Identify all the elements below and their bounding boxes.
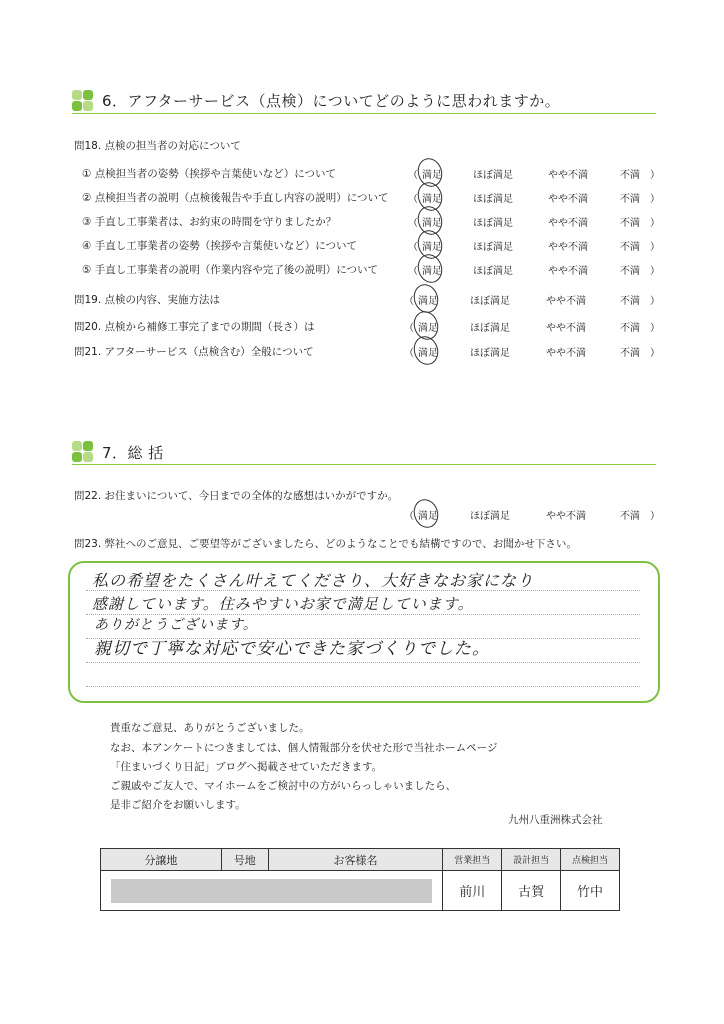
option-fairly-satisfied[interactable]: ほぼ満足 xyxy=(470,323,510,334)
option-slightly-dissatisfied[interactable]: やや不満 xyxy=(548,218,588,229)
q19-title: 問19. 点検の内容、実施方法は xyxy=(74,294,221,306)
company-name: 九州八重洲株式会社 xyxy=(508,814,603,826)
section-7-divider xyxy=(72,464,656,465)
section-6-divider xyxy=(72,113,656,114)
option-slightly-dissatisfied[interactable]: やや不満 xyxy=(546,323,586,334)
header-sales-rep: 営業担当 xyxy=(443,849,502,871)
footer-note-1: なお、本アンケートにつきましては、個人情報部分を伏せた形で当社ホームページ xyxy=(110,742,498,754)
option-dissatisfied[interactable]: 不満 xyxy=(620,242,640,253)
option-fairly-satisfied[interactable]: ほぼ満足 xyxy=(470,348,510,359)
option-fairly-satisfied[interactable]: ほぼ満足 xyxy=(470,296,510,307)
inspection-rep-value: 竹中 xyxy=(561,871,620,911)
option-fairly-satisfied[interactable]: ほぼ満足 xyxy=(470,511,510,522)
option-dissatisfied[interactable]: 不満 xyxy=(620,266,640,277)
q18-item-4: ④ 手直し工事業者の姿勢（挨拶や言葉使いなど）について xyxy=(82,240,358,252)
option-dissatisfied[interactable]: 不満 xyxy=(620,218,640,229)
option-dissatisfied[interactable]: 不満 xyxy=(620,348,640,359)
option-slightly-dissatisfied[interactable]: やや不満 xyxy=(548,170,588,181)
section-6-icon xyxy=(72,90,94,112)
q21-title: 問21. アフターサービス（点検含む）全般について xyxy=(74,346,314,358)
selected-mark xyxy=(410,333,442,368)
option-fairly-satisfied[interactable]: ほぼ満足 xyxy=(473,194,513,205)
option-slightly-dissatisfied[interactable]: やや不満 xyxy=(546,511,586,522)
footer-thanks: 貴重なご意見、ありがとうございました。 xyxy=(110,722,310,734)
footer-note-2: 「住まいづくり日記」ブログへ掲載させていただきます。 xyxy=(110,761,383,773)
option-satisfied[interactable]: 満足 xyxy=(422,194,442,205)
info-table xyxy=(100,848,620,911)
option-satisfied[interactable]: 満足 xyxy=(418,296,438,307)
header-design-rep: 設計担当 xyxy=(502,849,561,871)
q23-title: 問23. 弊社へのご意見、ご要望等がございましたら、どのようなことでも結構ですので、お聞かせ下さい。 xyxy=(74,538,577,550)
option-satisfied[interactable]: 満足 xyxy=(418,323,438,334)
redacted-cell xyxy=(101,871,443,911)
option-slightly-dissatisfied[interactable]: やや不満 xyxy=(546,296,586,307)
option-dissatisfied[interactable]: 不満 xyxy=(620,511,640,522)
option-fairly-satisfied[interactable]: ほぼ満足 xyxy=(473,242,513,253)
section-6-title: 6．アフターサービス（点検）についてどのように思われますか。 xyxy=(102,92,561,110)
q18-item-1: ① 点検担当者の姿勢（挨拶や言葉使いなど）について xyxy=(82,168,337,180)
option-satisfied[interactable]: 満足 xyxy=(418,348,438,359)
handwritten-line-4: 親切で丁寧な対応で安心できた家づくりでした。 xyxy=(94,639,490,659)
option-satisfied[interactable]: 満足 xyxy=(418,511,438,522)
handwritten-line-2: 感謝しています。住みやすいお家で満足しています。 xyxy=(92,595,474,613)
option-dissatisfied[interactable]: 不満 xyxy=(620,194,640,205)
redacted-block xyxy=(111,879,432,903)
option-dissatisfied[interactable]: 不満 xyxy=(620,296,640,307)
section-7-icon xyxy=(72,441,94,463)
q18-item-3: ③ 手直し工事業者は、お約束の時間を守りましたか？ xyxy=(82,216,337,228)
q18-item-5: ⑤ 手直し工事業者の説明（作業内容や完了後の説明）について xyxy=(82,264,379,276)
handwritten-line-3: ありがとうございます。 xyxy=(94,617,258,633)
option-satisfied[interactable]: 満足 xyxy=(422,218,442,229)
option-slightly-dissatisfied[interactable]: やや不満 xyxy=(548,194,588,205)
header-lot-number: 号地 xyxy=(221,849,268,871)
handwritten-line-1: 私の希望をたくさん叶えてくださり、大好きなお家になり xyxy=(92,571,535,590)
option-fairly-satisfied[interactable]: ほぼ満足 xyxy=(473,170,513,181)
option-dissatisfied[interactable]: 不満 xyxy=(620,170,640,181)
option-slightly-dissatisfied[interactable]: やや不満 xyxy=(546,348,586,359)
option-fairly-satisfied[interactable]: ほぼ満足 xyxy=(473,218,513,229)
section-7-title: 7．総 括 xyxy=(102,444,164,462)
q18-title: 問18. 点検の担当者の対応について xyxy=(74,140,241,152)
footer-intro-2: 是非ご紹介をお願いします。 xyxy=(110,799,246,811)
option-slightly-dissatisfied[interactable]: やや不満 xyxy=(548,266,588,277)
ruled-line xyxy=(86,662,640,663)
q18-item-2: ② 点検担当者の説明（点検後報告や手直し内容の説明）について xyxy=(82,192,389,204)
option-slightly-dissatisfied[interactable]: やや不満 xyxy=(548,242,588,253)
selected-mark xyxy=(414,251,446,286)
option-satisfied[interactable]: 満足 xyxy=(422,170,442,181)
sales-rep-value: 前川 xyxy=(443,871,502,911)
selected-mark xyxy=(410,496,442,531)
option-satisfied[interactable]: 満足 xyxy=(422,266,442,277)
q20-title: 問20. 点検から補修工事完了までの期間（長さ）は xyxy=(74,321,315,333)
q22-title: 問22. お住まいについて、今日までの全体的な感想はいかがですか。 xyxy=(74,490,399,502)
option-satisfied[interactable]: 満足 xyxy=(422,242,442,253)
design-rep-value: 古賀 xyxy=(502,871,561,911)
header-customer-name: お客様名 xyxy=(268,849,443,871)
header-subdivision: 分譲地 xyxy=(101,849,222,871)
ruled-line xyxy=(86,686,640,687)
footer-intro-1: ご親戚やご友人で、マイホームをご検討中の方がいらっしゃいましたら、 xyxy=(110,780,457,792)
option-dissatisfied[interactable]: 不満 xyxy=(620,323,640,334)
header-inspection-rep: 点検担当 xyxy=(561,849,620,871)
option-fairly-satisfied[interactable]: ほぼ満足 xyxy=(473,266,513,277)
